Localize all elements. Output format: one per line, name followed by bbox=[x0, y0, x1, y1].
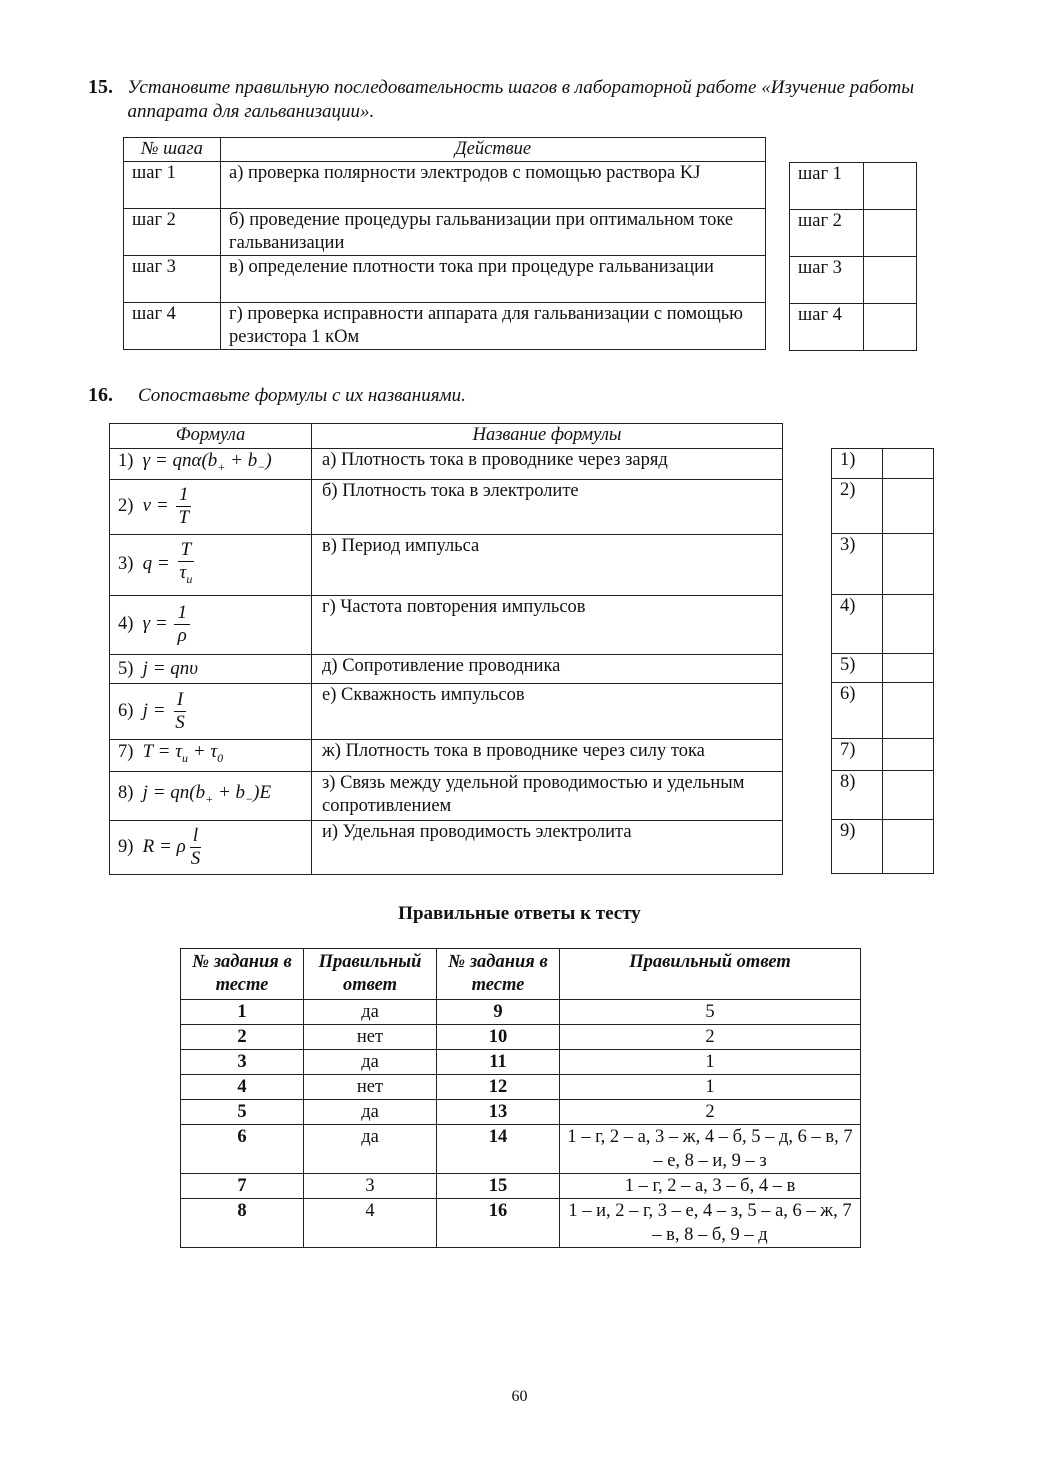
task-16-table bbox=[109, 423, 783, 875]
question-number: 15. bbox=[88, 76, 113, 98]
name-cell: ж) Плотность тока в проводнике через силу тока bbox=[312, 739, 783, 771]
answer-label: 4) bbox=[832, 595, 883, 654]
table-row bbox=[124, 256, 766, 303]
table-row bbox=[181, 1174, 861, 1199]
answer-blank[interactable] bbox=[883, 479, 934, 534]
task-number: 15 bbox=[437, 1174, 560, 1199]
task-number: 9 bbox=[437, 1000, 560, 1025]
formula-number: 7) bbox=[118, 742, 134, 763]
table-row bbox=[110, 654, 783, 683]
answer-label: 9) bbox=[832, 820, 883, 874]
formula-number: 8) bbox=[118, 782, 134, 803]
answer-value: да bbox=[304, 1050, 437, 1075]
question-text: Сопоставьте формулы с их названиями. bbox=[138, 385, 466, 406]
formula-cell bbox=[110, 739, 312, 771]
task-number: 1 bbox=[181, 1000, 304, 1025]
task-number: 4 bbox=[181, 1075, 304, 1100]
name-cell: д) Сопротивление проводника bbox=[312, 654, 783, 683]
answer-value: да bbox=[304, 1125, 437, 1174]
answer-label: 6) bbox=[832, 683, 883, 739]
answer-blank[interactable] bbox=[883, 739, 934, 771]
answer-value: да bbox=[304, 1000, 437, 1025]
task-number: 16 bbox=[437, 1199, 560, 1248]
table-row bbox=[181, 1025, 861, 1050]
table-row bbox=[110, 820, 783, 874]
answer-label: 1) bbox=[832, 449, 883, 479]
table-row bbox=[110, 739, 783, 771]
formula: $T = \tau_и + \tau_0$ bbox=[142, 741, 224, 766]
table-row bbox=[181, 1000, 861, 1025]
formula: R = ρ $\frac{l}{S}$ bbox=[142, 824, 201, 869]
answer-blank[interactable] bbox=[864, 210, 917, 257]
task-15-answer-grid bbox=[789, 162, 917, 351]
question-text: Установите правильную последовательность шагов в лабораторной работе «Изучение работы аппарата для гальванизации». bbox=[127, 77, 915, 122]
task-number: 5 bbox=[181, 1100, 304, 1125]
formula-cell bbox=[110, 595, 312, 654]
formula: $\gamma = qn\alpha(b_+ + b_-)$ bbox=[142, 450, 272, 474]
formula-number: 1) bbox=[118, 451, 134, 471]
table-row bbox=[124, 303, 766, 350]
table-row bbox=[181, 1050, 861, 1075]
formula: $j = qn(b_+ + b_-)E$ bbox=[142, 781, 272, 806]
formula-number: 9) bbox=[118, 836, 134, 857]
answers-table bbox=[180, 948, 861, 1248]
formula-cell bbox=[110, 683, 312, 739]
answer-value: 2 bbox=[560, 1100, 861, 1125]
name-cell: з) Связь между удельной проводимостью и удельным сопротивлением bbox=[312, 771, 783, 820]
formula-number: 3) bbox=[118, 554, 134, 575]
answer-value: 2 bbox=[560, 1025, 861, 1050]
header-step: № шага bbox=[124, 138, 221, 162]
table-row bbox=[181, 1199, 861, 1248]
header-correct-answer: Правильный ответ bbox=[560, 949, 861, 1000]
answer-value: нет bbox=[304, 1025, 437, 1050]
answer-label: шаг 3 bbox=[790, 257, 864, 304]
question-16-header bbox=[88, 384, 948, 408]
action-cell: а) проверка полярности электродов с помощью раствора KJ bbox=[221, 162, 766, 209]
task-number: 11 bbox=[437, 1050, 560, 1075]
formula: ν = $\frac{1}{T}$ bbox=[143, 495, 194, 516]
task-15-table bbox=[123, 137, 766, 350]
formula: j = $\frac{I}{S}$ bbox=[142, 688, 185, 733]
task-number: 14 bbox=[437, 1125, 560, 1174]
step-cell: шаг 4 bbox=[124, 303, 221, 350]
table-row bbox=[110, 771, 783, 820]
answer-value: 3 bbox=[304, 1174, 437, 1199]
answer-label: шаг 2 bbox=[790, 210, 864, 257]
task-number: 3 bbox=[181, 1050, 304, 1075]
table-row bbox=[181, 1075, 861, 1100]
task-number: 2 bbox=[181, 1025, 304, 1050]
answer-value: 1 bbox=[560, 1075, 861, 1100]
task-number: 7 bbox=[181, 1174, 304, 1199]
task-number: 6 bbox=[181, 1125, 304, 1174]
answer-label: 2) bbox=[832, 479, 883, 534]
answer-label: 3) bbox=[832, 534, 883, 595]
answer-value: 1 – и, 2 – г, 3 – е, 4 – з, 5 – а, 6 – ж, 7 – в, 8 – б, 9 – д bbox=[560, 1199, 861, 1248]
formula-cell bbox=[110, 449, 312, 480]
answer-label: 8) bbox=[832, 771, 883, 820]
name-cell: е) Скважность импульсов bbox=[312, 683, 783, 739]
answer-label: 7) bbox=[832, 739, 883, 771]
table-row bbox=[110, 534, 783, 595]
answer-blank[interactable] bbox=[883, 595, 934, 654]
question-number: 16. bbox=[88, 384, 113, 406]
formula-cell bbox=[110, 654, 312, 683]
answer-blank[interactable] bbox=[864, 257, 917, 304]
table-row bbox=[181, 1100, 861, 1125]
step-cell: шаг 3 bbox=[124, 256, 221, 303]
formula-number: 5) bbox=[118, 658, 134, 679]
table-row bbox=[110, 449, 783, 480]
header-task-number: № задания в тесте bbox=[437, 949, 560, 1000]
table-row bbox=[181, 1125, 861, 1174]
table-row bbox=[124, 162, 766, 209]
question-15-header bbox=[88, 76, 948, 124]
name-cell: и) Удельная проводимость электролита bbox=[312, 820, 783, 874]
header-task-number: № задания в тесте bbox=[181, 949, 304, 1000]
answer-blank[interactable] bbox=[883, 449, 934, 479]
action-cell: б) проведение процедуры гальванизации при оптимальном токе гальванизации bbox=[221, 209, 766, 256]
answer-value: 1 bbox=[560, 1050, 861, 1075]
action-cell: г) проверка исправности аппарата для гальванизации с помощью резистора 1 кОм bbox=[221, 303, 766, 350]
answer-value: нет bbox=[304, 1075, 437, 1100]
table-row bbox=[110, 683, 783, 739]
formula-number: 2) bbox=[118, 496, 134, 517]
answer-value: 1 – г, 2 – а, 3 – б, 4 – в bbox=[560, 1174, 861, 1199]
answer-blank[interactable] bbox=[883, 654, 934, 683]
formula-cell bbox=[110, 534, 312, 595]
step-cell: шаг 1 bbox=[124, 162, 221, 209]
formula-cell bbox=[110, 771, 312, 820]
answer-blank[interactable] bbox=[864, 163, 917, 210]
name-cell: а) Плотность тока в проводнике через заряд bbox=[312, 449, 783, 480]
formula-number: 6) bbox=[118, 700, 134, 721]
formula-number: 4) bbox=[118, 614, 134, 635]
step-cell: шаг 2 bbox=[124, 209, 221, 256]
answer-blank[interactable] bbox=[883, 771, 934, 820]
header-name: Название формулы bbox=[312, 424, 783, 449]
answer-value: 4 bbox=[304, 1199, 437, 1248]
name-cell: г) Частота повторения импульсов bbox=[312, 595, 783, 654]
answer-blank[interactable] bbox=[883, 534, 934, 595]
header-action: Действие bbox=[221, 138, 766, 162]
answer-label: шаг 1 bbox=[790, 163, 864, 210]
page-number: 60 bbox=[511, 1388, 528, 1405]
header-correct-answer: Правильный ответ bbox=[304, 949, 437, 1000]
task-number: 13 bbox=[437, 1100, 560, 1125]
task-number: 12 bbox=[437, 1075, 560, 1100]
formula-cell bbox=[110, 479, 312, 534]
task-number: 10 bbox=[437, 1025, 560, 1050]
answer-label: 5) bbox=[832, 654, 883, 683]
header-formula: Формула bbox=[110, 424, 312, 449]
table-row bbox=[110, 595, 783, 654]
formula-cell bbox=[110, 820, 312, 874]
task-16-answer-grid bbox=[831, 448, 934, 874]
action-cell: в) определение плотности тока при процедуре гальванизации bbox=[221, 256, 766, 303]
answer-value: 1 – г, 2 – а, 3 – ж, 4 – б, 5 – д, 6 – в, 7 – е, 8 – и, 9 – з bbox=[560, 1125, 861, 1174]
task-number: 8 bbox=[181, 1199, 304, 1248]
answers-title: Правильные ответы к тесту bbox=[398, 903, 641, 924]
answer-blank[interactable] bbox=[864, 304, 917, 351]
answer-value: да bbox=[304, 1100, 437, 1125]
answer-value: 5 bbox=[560, 1000, 861, 1025]
answer-label: шаг 4 bbox=[790, 304, 864, 351]
answer-blank[interactable] bbox=[883, 820, 934, 874]
name-cell: в) Период импульса bbox=[312, 534, 783, 595]
formula: q = $\frac{T}{\tau_и}$ bbox=[142, 539, 193, 587]
formula: γ = $\frac{1}{\rho}$ bbox=[143, 613, 192, 634]
formula: j = qnυ bbox=[142, 657, 198, 679]
table-row bbox=[124, 209, 766, 256]
name-cell: б) Плотность тока в электролите bbox=[312, 479, 783, 534]
answer-blank[interactable] bbox=[883, 683, 934, 739]
table-row bbox=[110, 479, 783, 534]
